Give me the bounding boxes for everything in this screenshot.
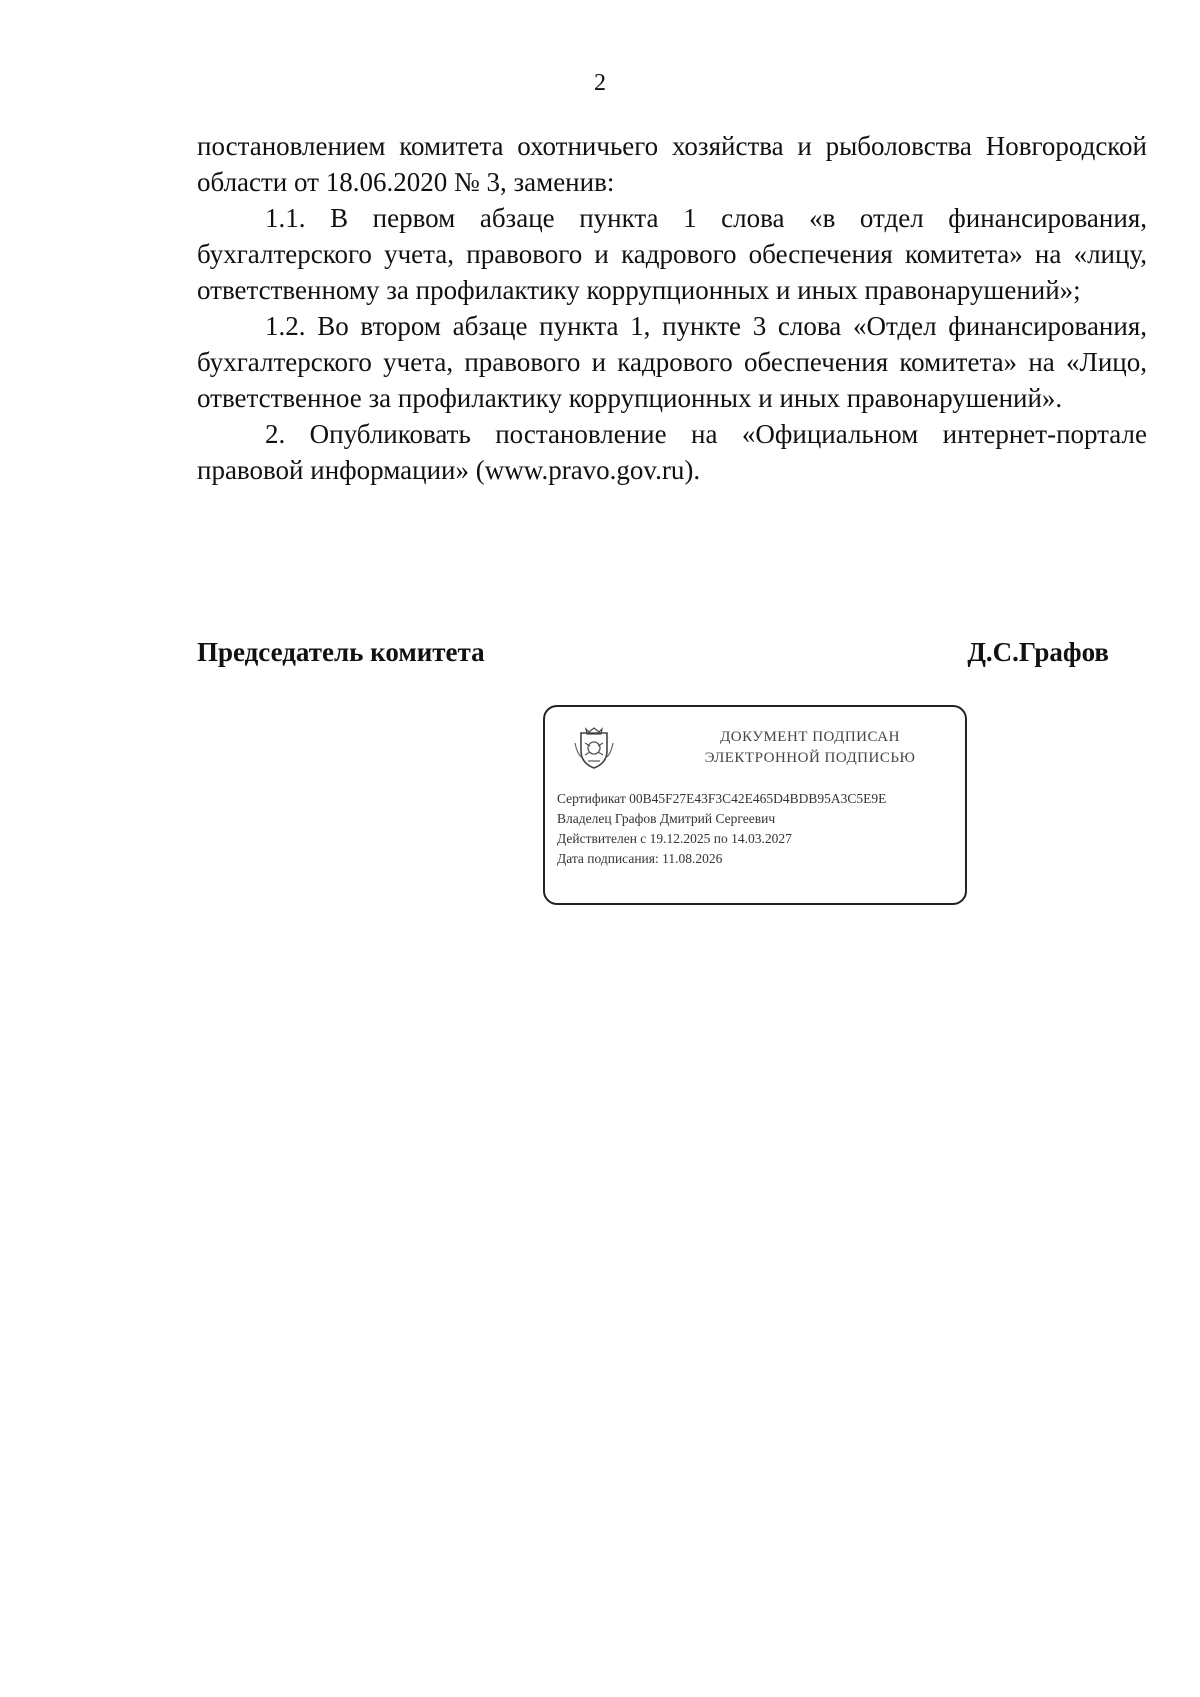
electronic-signature-stamp bbox=[543, 705, 967, 905]
stamp-title: ДОКУМЕНТ ПОДПИСАН ЭЛЕКТРОННОЙ ПОДПИСЬЮ bbox=[704, 729, 916, 766]
signatory-name: Д.С.Графов bbox=[967, 637, 1109, 667]
stamp-owner: Владелец Графов Дмитрий Сергеевич bbox=[557, 811, 776, 826]
stamp-details bbox=[557, 789, 962, 869]
paragraph-item-1-2: 1.2. Во втором абзаце пункта 1, пункте 3 слова «Отдел финансирования, бухгалтерского учета, правового и кадрового обеспечения комитета» на «Лицо, ответственное за профилактику коррупционных и иных правонарушений». bbox=[197, 311, 1147, 413]
page-number: 2 bbox=[594, 70, 606, 96]
coat-of-arms-icon bbox=[571, 725, 617, 771]
document-body bbox=[197, 128, 1147, 488]
paragraph-intro: постановлением комитета охотничьего хозяйства и рыболовства Новгородской области от 18.06.2020 № 3, заменив: bbox=[197, 131, 1147, 197]
signature-block bbox=[197, 637, 1109, 668]
stamp-signing-date: Дата подписания: 11.08.2026 bbox=[557, 851, 723, 866]
paragraph-item-2: 2. Опубликовать постановление на «Официальном интернет-портале правовой информации» (www.pravo.gov.ru). bbox=[197, 419, 1147, 485]
stamp-certificate: Сертификат 00B45F27E43F3C42E465D4BDB95A3C5E9E bbox=[557, 791, 887, 806]
signatory-position: Председатель комитета bbox=[197, 637, 485, 667]
paragraph-item-1-1: 1.1. В первом абзаце пункта 1 слова «в отдел финансирования, бухгалтерского учета, правового и кадрового обеспечения комитета» на «лицу, ответственному за профилактику коррупционных и иных правонарушений»; bbox=[197, 203, 1147, 305]
stamp-validity: Действителен с 19.12.2025 по 14.03.2027 bbox=[557, 831, 792, 846]
